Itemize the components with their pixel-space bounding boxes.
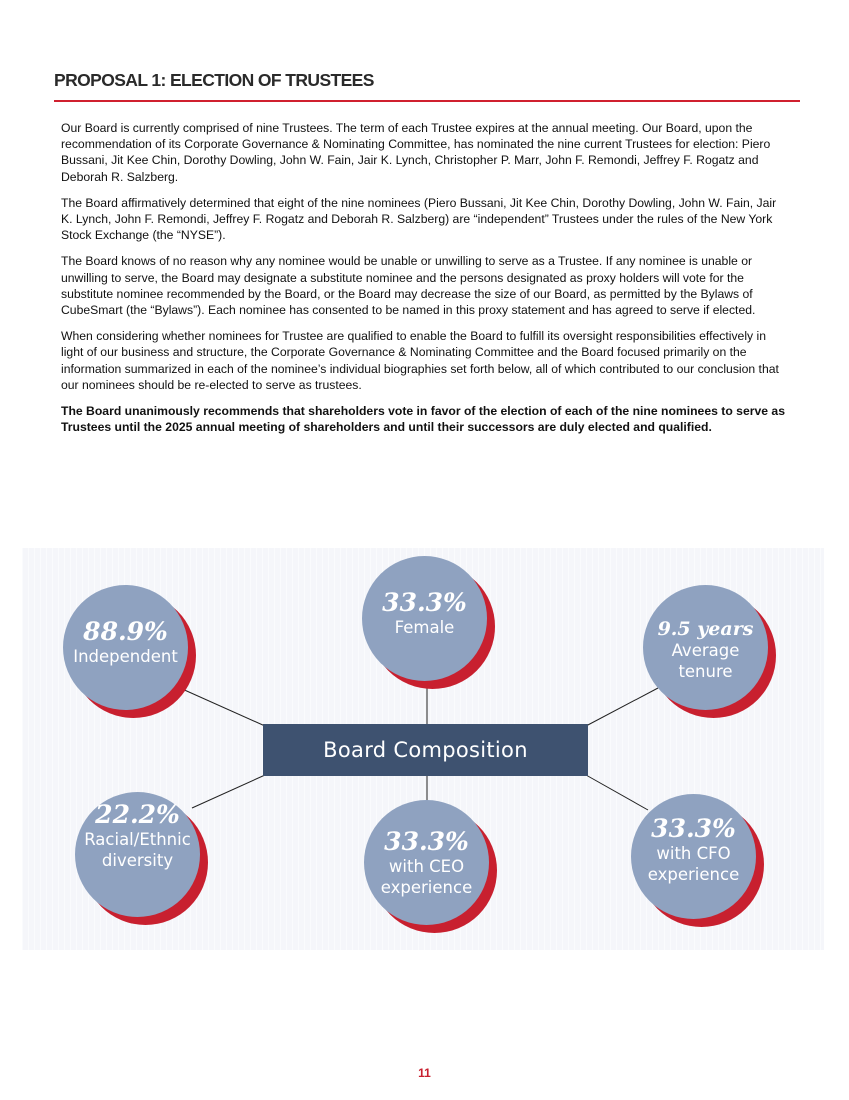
paragraph: The Board knows of no reason why any nominee would be unable or unwilling to serve as a Trustee. If any nominee is unable or unwilling to serve, the Board may designate a substitute nominee and the persons designated as proxy holders will vote for the substitute nominee recommended by the Board, or the Board may decrease the size of our Board, as permitted by the Bylaws of CubeSmart (the “Bylaws”). Each nominee has consented to be named in this proxy statement and has agreed to serve if elected. <box>61 254 756 318</box>
female-value: 33.3% <box>382 588 467 617</box>
diversity-label-line: Racial/Ethnic <box>84 830 191 849</box>
independent-bubble <box>63 585 188 710</box>
cfo-bubble <box>631 794 756 919</box>
tenure-value: 9.5 years <box>657 618 754 640</box>
bubble-disc <box>362 556 487 681</box>
board-composition-label: Board Composition <box>323 738 528 762</box>
bubble-disc <box>63 585 188 710</box>
section-heading: PROPOSAL 1: ELECTION OF TRUSTEES <box>54 70 374 90</box>
ceo-bubble <box>364 800 489 925</box>
board-recommendation: The Board unanimously recommends that shareholders vote in favor of the election of each of the nine nominees to serve as Trustees until the 2025 annual meeting of shareholders and until their successors are duly elected and qualified. <box>61 404 785 435</box>
paragraph: When considering whether nominees for Trustee are qualified to enable the Board to fulfill its oversight responsibilities effectively in light of our business and structure, the Corporate Governance & Nominating Committee and the Board focused primarily on the information summarized in each of the nominee’s individual biographies set forth below, all of which contributed to our conclusion that our nominees should be re-elected to serve as trustees. <box>61 329 779 392</box>
paragraph: Our Board is currently comprised of nine Trustees. The term of each Trustee expires at the annual meeting. Our Board, upon the recommendation of its Corporate Governance & Nominating Committee, has nominated the nine current Trustees for election: Piero Bussani, Jit Kee Chin, Dorothy Dowling, John W. Fain, Jair K. Lynch, Christopher P. Marr, John F. Remondi, Jeffrey F. Rogatz and Deborah R. Salzberg. <box>61 121 771 184</box>
bubble-disc <box>75 792 200 917</box>
cfo-label-line: experience <box>647 865 740 884</box>
connector-line <box>192 775 265 808</box>
diversity-bubble <box>75 792 200 917</box>
diversity-value: 22.2% <box>95 800 180 829</box>
paragraph: The Board affirmatively determined that eight of the nine nominees (Piero Bussani, Jit Kee Chin, Dorothy Dowling, John W. Fain, Jair K. Lynch, John F. Remondi, Jeffrey F. Rogatz and Deborah R. Salzberg) are “independent” Trustees under the rules of the New York Stock Exchange (the “NYSE”). <box>61 195 777 243</box>
bubble-disc <box>643 585 768 710</box>
tenure-bubble <box>643 585 768 710</box>
independent-label: Independent <box>73 647 178 666</box>
bubble-disc <box>364 800 489 925</box>
female-bubble <box>362 556 487 681</box>
connector-line <box>180 688 265 726</box>
ceo-value: 33.3% <box>384 827 469 856</box>
independent-value: 88.9% <box>83 617 168 646</box>
page-number: 11 <box>418 1066 431 1080</box>
cfo-label-line: with CFO <box>656 844 731 863</box>
tenure-label-line: tenure <box>678 662 733 681</box>
ceo-label-line: with CEO <box>388 857 465 876</box>
tenure-label-line: Average <box>671 641 740 660</box>
diversity-label-line: diversity <box>101 851 174 870</box>
bubble-disc <box>631 794 756 919</box>
cfo-value: 33.3% <box>651 814 736 843</box>
ceo-label-line: experience <box>380 878 473 897</box>
board-composition-box <box>263 724 588 776</box>
female-label: Female <box>394 618 455 637</box>
